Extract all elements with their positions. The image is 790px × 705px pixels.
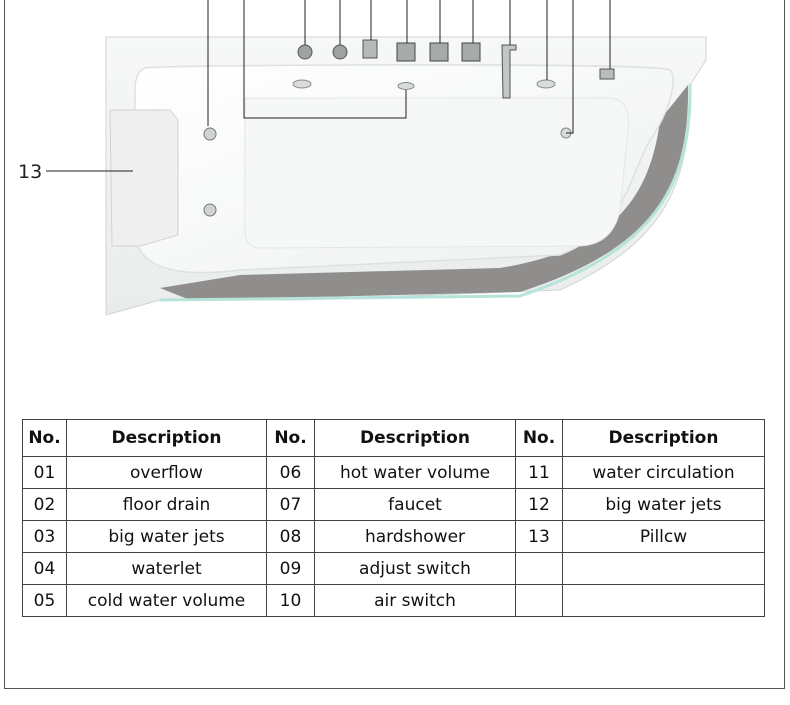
table-row: [23, 457, 765, 489]
part-number: 06: [267, 457, 315, 489]
part-number: 05: [23, 585, 67, 617]
part-description: [563, 553, 765, 585]
knob-icon: [298, 45, 312, 59]
jet-icon: [293, 80, 311, 88]
part-description: hot water volume: [315, 457, 516, 489]
knob-icon: [333, 45, 347, 59]
jet-icon: [204, 204, 216, 216]
table-row: [23, 553, 765, 585]
header-description: Description: [563, 420, 765, 457]
switch-icon: [430, 43, 448, 61]
callout-label-13: 13: [18, 161, 43, 183]
tub-floor: [245, 98, 628, 248]
jet-icon: [537, 80, 555, 88]
part-description: floor drain: [67, 489, 267, 521]
part-description: Pillcw: [563, 521, 765, 553]
bathtub-diagram: [0, 0, 790, 330]
switch-icon: [462, 43, 480, 61]
part-number: [516, 585, 563, 617]
part-number: 12: [516, 489, 563, 521]
parts-table: [22, 419, 765, 617]
part-number: 07: [267, 489, 315, 521]
part-number: 10: [267, 585, 315, 617]
part-description: overflow: [67, 457, 267, 489]
table-header-row: [23, 420, 765, 457]
part-number: 08: [267, 521, 315, 553]
header-no: No.: [516, 420, 563, 457]
part-number: 04: [23, 553, 67, 585]
part-description: big water jets: [67, 521, 267, 553]
pillow: [110, 110, 178, 246]
header-description: Description: [67, 420, 267, 457]
part-description: waterlet: [67, 553, 267, 585]
part-number: [516, 553, 563, 585]
part-number: 03: [23, 521, 67, 553]
part-description: cold water volume: [67, 585, 267, 617]
part-description: adjust switch: [315, 553, 516, 585]
part-description: faucet: [315, 489, 516, 521]
shower-holder-icon: [363, 40, 377, 58]
table-row: [23, 521, 765, 553]
header-description: Description: [315, 420, 516, 457]
part-description: big water jets: [563, 489, 765, 521]
part-description: [563, 585, 765, 617]
part-description: water circulation: [563, 457, 765, 489]
part-description: hardshower: [315, 521, 516, 553]
part-number: 01: [23, 457, 67, 489]
part-number: 09: [267, 553, 315, 585]
switch-icon: [397, 43, 415, 61]
table-row: [23, 489, 765, 521]
jet-icon: [204, 128, 216, 140]
header-no: No.: [23, 420, 67, 457]
header-no: No.: [267, 420, 315, 457]
table-row: [23, 585, 765, 617]
part-number: 11: [516, 457, 563, 489]
overflow-icon: [600, 69, 614, 79]
jet-icon: [398, 83, 414, 90]
part-number: 13: [516, 521, 563, 553]
part-number: 02: [23, 489, 67, 521]
part-description: air switch: [315, 585, 516, 617]
